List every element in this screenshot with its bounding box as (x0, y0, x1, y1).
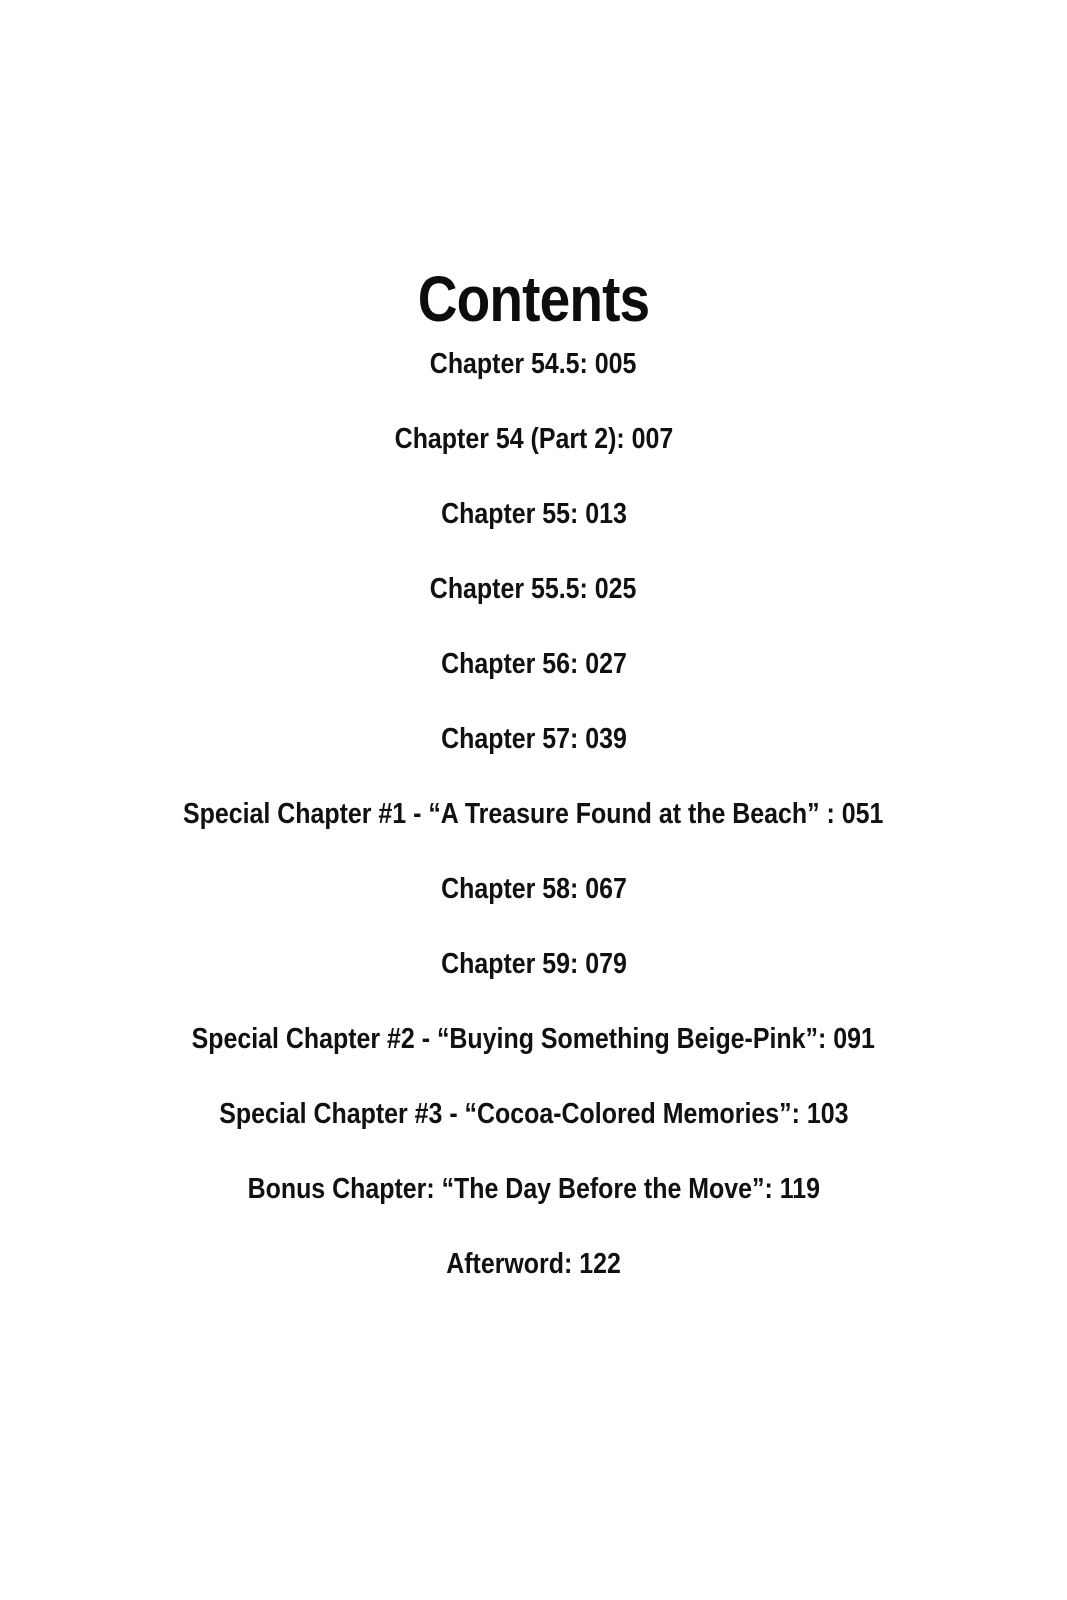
toc-entry (0, 1165, 1067, 1240)
toc-entry-label: Bonus Chapter: “The Day Before the Move”: 119 (247, 1173, 820, 1205)
toc-entry (0, 415, 1067, 490)
toc-entry (0, 1015, 1067, 1090)
toc-entry-label: Chapter 57: 039 (440, 723, 627, 755)
toc-entry (0, 865, 1067, 940)
table-of-contents (0, 340, 1067, 1315)
toc-entry (0, 1240, 1067, 1315)
toc-entry-label: Afterword: 122 (446, 1248, 621, 1280)
toc-entry-label: Chapter 54.5: 005 (430, 348, 637, 380)
toc-entry-label: Chapter 56: 027 (440, 648, 627, 680)
toc-entry-label: Special Chapter #1 - “A Treasure Found at the Beach” : 051 (183, 798, 884, 830)
toc-entry-label: Chapter 58: 067 (440, 873, 627, 905)
toc-entry (0, 1090, 1067, 1165)
toc-entry-label: Special Chapter #3 - “Cocoa-Colored Memories”: 103 (218, 1098, 849, 1130)
toc-entry (0, 940, 1067, 1015)
toc-entry-label: Chapter 54 (Part 2): 007 (394, 423, 673, 455)
page-title: Contents (417, 262, 650, 335)
toc-entry-label: Chapter 55.5: 025 (430, 573, 637, 605)
toc-entry (0, 715, 1067, 790)
toc-entry (0, 490, 1067, 565)
toc-entry (0, 790, 1067, 865)
toc-entry-label: Chapter 59: 079 (440, 948, 627, 980)
toc-entry-label: Special Chapter #2 - “Buying Something Beige-Pink”: 091 (191, 1023, 876, 1055)
toc-entry (0, 340, 1067, 415)
toc-entry (0, 640, 1067, 715)
toc-entry (0, 565, 1067, 640)
toc-entry-label: Chapter 55: 013 (440, 498, 627, 530)
